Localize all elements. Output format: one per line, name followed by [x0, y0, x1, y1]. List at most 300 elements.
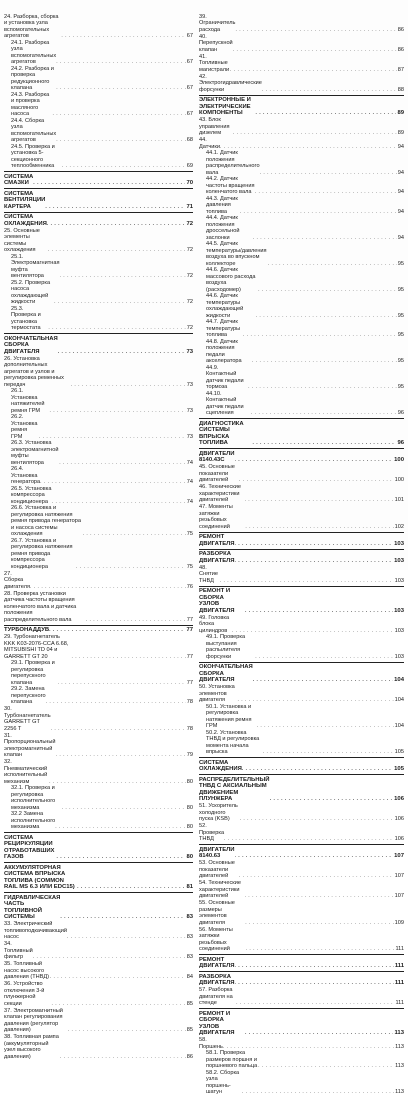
toc-section-heading	[4, 171, 193, 187]
toc-entry-title: 47. Моменты затяжки резьбовых соединений	[199, 504, 233, 530]
toc-page-number: 70	[186, 180, 193, 186]
toc-entry-title: 58.2. Сборка узла поршень-шатун	[206, 1069, 240, 1095]
toc-entry	[4, 538, 193, 571]
toc-page-number: 95	[397, 332, 404, 338]
toc-page-number: 72	[186, 325, 193, 331]
toc-entry	[199, 484, 404, 504]
toc-entry-title: 24.1. Разборка узла вспомогательных агрегатов	[11, 39, 57, 65]
toc-dot-leader	[48, 325, 185, 332]
toc-page-number: 105	[394, 766, 404, 772]
toc-section-heading	[199, 549, 404, 565]
toc-page-number: 103	[394, 607, 404, 614]
toc-entry	[199, 987, 404, 1007]
toc-page-number: 69	[186, 163, 193, 169]
toc-entry	[199, 196, 404, 216]
toc-entry	[4, 811, 193, 831]
toc-page-number: 96	[397, 440, 404, 446]
toc-entry-title: 48. Снятие ТНВД	[199, 564, 218, 584]
toc-entry	[199, 823, 404, 843]
toc-entry-title: 26.5. Установка компрессора кондиционера	[11, 485, 52, 505]
toc-page-number: 105	[394, 749, 404, 755]
toc-dot-leader	[56, 854, 185, 861]
toc-page-number: 94	[397, 208, 404, 215]
toc-entry-title: ОКОНЧАТЕЛЬНАЯ СБОРКА ДВИГАТЕЛЯ	[199, 664, 253, 683]
toc-dot-leader	[71, 654, 185, 661]
toc-page-number: 75	[186, 531, 193, 537]
toc-entry	[4, 440, 193, 466]
toc-entry-title: 26.6. Установка и регулировка натяжения ремня привода генератора и насоса системы охлаждения	[11, 505, 81, 537]
toc-page-number: 84	[186, 974, 193, 980]
toc-dot-leader	[232, 628, 394, 635]
toc-entry	[4, 686, 193, 706]
toc-dot-leader	[262, 87, 397, 94]
toc-entry-title: 44.7. Датчик температуры топлива	[206, 319, 241, 338]
toc-dot-leader	[56, 752, 186, 759]
toc-page-number: 94	[397, 143, 404, 150]
toc-dot-leader	[240, 816, 394, 823]
toc-entry-title: РЕМОНТ ДВИГАТЕЛЯ	[199, 956, 235, 969]
toc-dot-leader	[252, 358, 397, 365]
toc-entry-title: 24.3. Разборка и проверка масляного насоса	[11, 91, 50, 117]
toc-entry-title: СИСТЕМА ОХЛАЖДЕНИЯ	[199, 759, 242, 772]
toc-entry-title: 30. Турбонагнетатель GARRETT GT 2256 T	[4, 706, 51, 732]
toc-dot-leader	[56, 59, 186, 66]
toc-page-number: 89	[397, 110, 404, 116]
toc-page-number: 104	[394, 723, 404, 729]
toc-dot-leader	[45, 204, 185, 211]
toc-entry-title: 26.4. Установка генератора	[11, 466, 41, 485]
toc-dot-leader	[258, 1063, 394, 1070]
toc-section-heading	[199, 757, 404, 773]
toc-entry-title: 43. Блок управления дизелем	[199, 117, 230, 136]
toc-entry-title: ГИДРАВЛИЧЕСКАЯ ЧАСТЬ ТОПЛИВНОЙ СИСТЕМЫ	[4, 894, 61, 920]
toc-page-number: 95	[397, 260, 404, 267]
toc-dot-leader	[263, 749, 394, 756]
toc-entry-title: СИСТЕМА ВЕНТИЛЯЦИИ КАРТЕРА	[4, 190, 46, 210]
toc-dot-leader	[239, 477, 394, 484]
toc-page-number: 73	[186, 348, 193, 355]
toc-page-number: 72	[186, 247, 193, 253]
toc-dot-leader	[50, 974, 186, 981]
toc-page-number: 78	[186, 699, 193, 705]
toc-entry-title: ДВИГАТЕЛИ 8140.43С	[199, 450, 235, 463]
toc-entry-title: 32. Пневматический исполнительный механизм	[4, 759, 48, 785]
toc-entry-title: РЕМОНТ И СБОРКА УЗЛОВ ДВИГАТЕЛЯ	[199, 1010, 235, 1036]
toc-page-number: 103	[394, 577, 404, 584]
toc-entry	[199, 684, 404, 704]
toc-entry-title: 44.2. Датчик частоты вращения коленчатого вала	[206, 176, 255, 195]
toc-dot-leader	[49, 627, 185, 634]
toc-dot-leader	[248, 384, 397, 391]
toc-entry	[199, 241, 404, 267]
toc-dot-leader	[245, 497, 394, 504]
toc-page-number: 111	[395, 946, 404, 952]
toc-section-heading	[199, 1008, 404, 1037]
toc-entry-title: ТУРБОНАДДУВ	[4, 627, 50, 633]
toc-dot-leader	[256, 313, 397, 320]
toc-page-number: 67	[186, 111, 193, 117]
toc-entry-title: 34. Топливный фильтр	[4, 941, 33, 960]
toc-entry-title: 26.3. Установка электромагнитной муфты вентилятора	[11, 440, 59, 466]
toc-dot-leader	[49, 779, 186, 786]
toc-dot-leader	[58, 680, 186, 687]
toc-page-number: 85	[186, 1000, 193, 1007]
toc-section-heading	[4, 188, 193, 210]
toc-dot-leader	[230, 67, 397, 74]
toc-page-number: 96	[397, 410, 404, 416]
toc-dot-leader	[245, 893, 394, 900]
toc-entry	[199, 117, 404, 137]
toc-entry	[4, 591, 193, 624]
toc-page-number: 100	[394, 477, 404, 483]
toc-entry-title: 49. Головка блока цилиндров	[199, 614, 230, 634]
toc-entry-title: 50. Установка элементов двигателя	[199, 684, 235, 703]
toc-dot-leader	[40, 479, 186, 486]
toc-entry	[4, 92, 193, 118]
toc-page-number: 113	[395, 1089, 404, 1095]
toc-page-number: 77	[186, 653, 193, 660]
toc-entry-title: 33. Электрический топливоподкачивающий насос	[4, 921, 67, 940]
toc-section-heading	[199, 844, 404, 860]
toc-section-heading	[199, 774, 404, 803]
toc-entry	[4, 388, 193, 414]
toc-dot-leader	[71, 382, 186, 389]
toc-entry-title: ОКОНЧАТЕЛЬНАЯ СБОРКА ДВИГАТЕЛЯ	[4, 335, 58, 355]
toc-entry	[4, 706, 193, 732]
toc-entry	[4, 14, 193, 40]
toc-entry-title: РЕМОНТ И СБОРКА УЗЛОВ ДВИГАТЕЛЯ	[199, 588, 235, 614]
toc-page-number: 80	[186, 854, 193, 860]
toc-entry	[4, 1034, 193, 1060]
toc-section-heading	[199, 418, 404, 447]
toc-page-number: 72	[186, 299, 193, 305]
toc-dot-leader	[67, 934, 186, 941]
toc-dot-leader	[39, 434, 186, 441]
toc-dot-leader	[245, 524, 393, 531]
toc-entry-title: 50.2. Установка ТНВД и регулировка момента начала впрыска	[206, 729, 260, 755]
toc-entry	[199, 391, 404, 417]
toc-entry	[199, 74, 404, 94]
toc-entry	[199, 900, 404, 926]
toc-entry	[4, 505, 193, 538]
toc-entry	[199, 730, 404, 756]
toc-page-number: 73	[186, 407, 193, 414]
toc-dot-leader	[30, 584, 186, 591]
toc-dot-leader	[235, 457, 394, 464]
toc-page-number: 86	[397, 26, 404, 33]
toc-dot-leader	[77, 884, 185, 891]
toc-page-number: 87	[397, 66, 404, 73]
toc-page-number: 94	[397, 234, 404, 241]
toc-entry	[4, 785, 193, 811]
toc-dot-leader	[270, 796, 393, 803]
toc-dot-leader	[233, 47, 397, 54]
toc-section-heading	[199, 662, 404, 684]
toc-dot-leader	[245, 1030, 393, 1037]
toc-page-number: 76	[186, 583, 193, 590]
toc-entry-title: 36. Устройство отключения 3-й плунжерной секции	[4, 981, 45, 1007]
toc-entry	[4, 118, 193, 144]
toc-dot-leader	[76, 564, 186, 571]
toc-page-number: 73	[186, 433, 193, 440]
toc-entry-title: 44.8. Датчик положения педали акселератора	[206, 338, 242, 364]
toc-dot-leader	[235, 541, 394, 548]
toc-page-number: 111	[394, 980, 404, 986]
toc-dot-leader	[62, 805, 186, 812]
toc-page-number: 77	[186, 616, 193, 623]
toc-entry	[4, 66, 193, 92]
toc-entry-title: 25.1. Электромагнитная муфта вентилятора	[11, 253, 60, 279]
toc-page-number: 77	[186, 679, 193, 686]
toc-section-heading	[4, 212, 193, 228]
toc-entry-title: 44.4. Датчик положения дроссельной заслонки	[206, 215, 240, 241]
toc-entry	[4, 1008, 193, 1034]
toc-entry	[199, 634, 404, 660]
toc-entry	[199, 927, 404, 953]
toc-dot-leader	[255, 654, 393, 661]
toc-entry-title: 42. Электрогидравлические форсунки	[199, 73, 262, 93]
toc-column-right	[199, 13, 404, 1096]
toc-dot-leader	[253, 677, 393, 684]
toc-section-heading	[4, 862, 193, 891]
toc-page-number: 103	[394, 540, 404, 547]
toc-page-number: 107	[394, 853, 404, 859]
toc-entry	[4, 356, 193, 389]
toc-entry-title: 24.5. Проверка и установка 5-секционного теплообменника	[11, 143, 55, 169]
toc-entry	[199, 365, 404, 391]
toc-entry-title: 25.2. Проверка насоса охлаждающей жидкости	[11, 279, 51, 305]
toc-dot-leader	[235, 963, 394, 970]
toc-entry-title: 44.9. Контактный датчик педали тормоза	[206, 364, 244, 390]
toc-entry	[4, 634, 193, 660]
toc-entry	[4, 466, 193, 486]
toc-page-number: 74	[186, 459, 193, 466]
toc-entry	[4, 144, 193, 170]
toc-entry-title: 35. Топливный насос высокого давления (ТНВД)	[4, 961, 49, 980]
toc-dot-leader	[243, 332, 397, 339]
toc-entry-title: 39. Ограничитель расхода	[199, 13, 236, 33]
toc-entry	[4, 733, 193, 759]
toc-page-number: 85	[186, 1027, 193, 1033]
toc-page-number: 80	[186, 824, 193, 830]
toc-entry-title: 24.2. Разборка и проверка редукционного клапана	[11, 65, 54, 91]
toc-section-heading	[199, 971, 404, 987]
toc-section-heading	[4, 625, 193, 634]
toc-entry-title: 27. Сборка двигателя	[4, 570, 30, 590]
toc-section-heading	[4, 892, 193, 921]
toc-dot-leader	[55, 824, 186, 831]
toc-entry-title: СИСТЕМА РЕЦИРКУЛЯЦИИ ОТРАБОТАВШИХ ГАЗОВ	[4, 834, 55, 860]
toc-entry-title: 24. Разборка, сборка и установка узла вспомогательных агрегатов	[4, 13, 59, 39]
toc-entry-title: 26. Установка дополнительных агрегатов и узлов и регулировка ременных передач	[4, 355, 64, 388]
toc-dot-leader	[257, 723, 394, 730]
toc-dot-leader	[58, 349, 186, 356]
toc-entry	[199, 215, 404, 241]
toc-entry-title: СИСТЕМА СМАЗКИ	[4, 173, 34, 186]
toc-dot-leader	[242, 766, 393, 773]
toc-page-number: 103	[394, 557, 404, 564]
toc-entry	[199, 14, 404, 34]
toc-dot-leader	[253, 235, 397, 242]
toc-entry-title: 51. Ускоритель холодного пуска (KSB)	[199, 803, 238, 822]
toc-dot-leader	[268, 261, 397, 268]
toc-entry	[199, 803, 404, 823]
toc-dot-leader	[60, 1054, 186, 1061]
toc-dot-leader	[246, 946, 395, 953]
toc-entry-title: 46. Технические характеристики двигателей	[199, 484, 241, 503]
toc-entry-title: 54. Технические характеристики двигателей	[199, 880, 241, 899]
toc-page-number: 113	[395, 1063, 404, 1069]
toc-entry-title: 44.3. Датчик давления топлива	[206, 195, 238, 215]
toc-section-heading	[199, 954, 404, 970]
toc-entry	[199, 615, 404, 635]
toc-entry	[4, 571, 193, 591]
toc-page-number: 111	[394, 963, 404, 969]
toc-column-left	[4, 13, 193, 1060]
toc-entry	[199, 176, 404, 196]
toc-page-number: 71	[186, 203, 193, 210]
toc-entry-title: 38. Топливная рампа (аккумуляторный узел высокого давления)	[4, 1034, 59, 1060]
toc-entry	[199, 1037, 404, 1050]
toc-entry-title: ЭЛЕКТРОННЫЕ И ЭЛЕКТРИЧЕСКИЕ КОМПОНЕНТЫ	[199, 97, 251, 116]
toc-dot-leader	[255, 189, 397, 196]
toc-entry	[199, 34, 404, 54]
toc-dot-leader	[235, 853, 394, 860]
toc-dot-leader	[48, 247, 186, 254]
toc-entry	[199, 267, 404, 293]
toc-entry	[4, 228, 193, 254]
toc-dot-leader	[33, 180, 185, 187]
toc-entry-title: 52. Проверка ТНВД	[199, 823, 225, 842]
toc-entry	[199, 137, 404, 150]
toc-page-number: 106	[394, 836, 404, 842]
toc-entry	[199, 339, 404, 365]
toc-page-number: 113	[394, 1030, 404, 1036]
toc-section-heading	[4, 333, 193, 355]
toc-entry-title: 45. Основные показатели двигателей	[199, 464, 235, 483]
toc-entry-title: 29.2. Замена перепускного клапана	[11, 686, 46, 705]
toc-entry-title: 32.1. Проверка и регулировка исполнительного механизма	[11, 785, 56, 811]
toc-page-number: 109	[394, 919, 404, 926]
toc-page-number: 89	[397, 130, 404, 136]
toc-entry-title: РАЗБОРКА ДВИГАТЕЛЯ	[199, 551, 235, 564]
toc-entry-title: 58.1. Проверка размеров поршня и поршневого пальца	[206, 1050, 258, 1069]
toc-page-number: 94	[397, 169, 404, 176]
toc-entry-title: 44.6. Датчик температуры охлаждающей жидкости	[206, 293, 244, 319]
toc-entry	[4, 981, 193, 1007]
toc-section-heading	[199, 448, 404, 464]
toc-entry	[4, 40, 193, 66]
toc-entry-title: 29. Турбонагнетатель KKK K03-2076-CCA 6.68, MITSUBISHI TD 04 и GARRETT GT 20	[4, 634, 69, 660]
toc-dot-leader	[224, 836, 394, 843]
toc-section-heading	[4, 832, 193, 861]
toc-entry	[199, 860, 404, 880]
toc-entry	[199, 150, 404, 176]
toc-entry-title: 29.1. Проверка и регулировка перепускного клапана	[11, 660, 55, 686]
toc-page-number: 68	[186, 137, 193, 143]
toc-dot-leader	[60, 273, 186, 280]
toc-page-number: 107	[394, 893, 404, 899]
toc-page-number: 100	[394, 457, 404, 463]
toc-dot-leader	[56, 137, 186, 144]
toc-dot-leader	[258, 287, 397, 294]
toc-page-number: 111	[395, 1000, 404, 1006]
toc-page-number: 95	[397, 312, 404, 319]
toc-page-number: 95	[397, 358, 404, 364]
toc-page-number: 74	[186, 479, 193, 485]
toc-entry	[4, 306, 193, 332]
toc-dot-leader	[86, 617, 186, 624]
toc-entry	[4, 254, 193, 280]
toc-dot-leader	[52, 111, 185, 118]
toc-entry	[199, 565, 404, 585]
toc-dot-leader	[235, 558, 394, 565]
toc-entry-title: ДВИГАТЕЛИ 8140.63	[199, 846, 235, 859]
toc-dot-leader	[237, 697, 393, 704]
toc-entry-title: 44.1. Датчик положения распределительного вала	[206, 150, 260, 176]
toc-dot-leader	[83, 531, 186, 538]
toc-dot-leader	[61, 33, 185, 40]
toc-entry	[199, 504, 404, 530]
toc-entry-title: 57. Разборка двигателя на стенде	[199, 987, 233, 1006]
toc-entry-title: 25.3. Проверка и установка термостата	[11, 305, 41, 331]
toc-dot-leader	[252, 440, 396, 447]
toc-dot-leader	[60, 914, 185, 921]
toc-entry	[4, 941, 193, 961]
toc-page-number: 106	[394, 816, 404, 822]
toc-dot-leader	[56, 85, 186, 92]
toc-entry-title: 49.1. Проверка выступания распылителя форсунки	[206, 634, 246, 660]
toc-entry	[4, 486, 193, 506]
toc-page-number: 106	[394, 796, 404, 802]
toc-entry	[199, 319, 404, 339]
toc-page-number: 67	[186, 85, 193, 91]
toc-dot-leader	[245, 608, 393, 615]
toc-entry-title: 32.2 Замена исполнительного механизма	[11, 811, 56, 830]
toc-entry	[199, 293, 404, 319]
toc-dot-leader	[51, 1001, 185, 1008]
toc-page-number: 78	[186, 725, 193, 732]
toc-page-number: 107	[394, 873, 404, 879]
toc-page-number: 88	[397, 86, 404, 93]
toc-entry-title: 41. Топливные магистрали	[199, 53, 230, 73]
toc-page-number: 72	[186, 220, 193, 227]
toc-page-number: 113	[395, 1043, 404, 1050]
toc-entry	[199, 880, 404, 900]
toc-entry-title: 24.4. Сборка узла вспомогательных агрегатов	[11, 117, 57, 143]
toc-entry	[199, 464, 404, 484]
toc-page-number: 72	[186, 273, 193, 279]
toc-section-heading	[199, 95, 404, 117]
toc-page-number: 77	[186, 627, 193, 633]
toc-dot-leader	[255, 110, 396, 117]
toc-entry-title: РАЗБОРКА ДВИГАТЕЛЯ	[199, 973, 235, 986]
toc-entry	[4, 414, 193, 440]
toc-entry	[199, 1050, 404, 1070]
toc-dot-leader	[51, 726, 186, 733]
toc-page-number: 74	[186, 498, 193, 505]
toc-dot-leader	[235, 980, 394, 987]
toc-page-number: 103	[394, 627, 404, 634]
toc-page-number: 102	[394, 523, 404, 530]
toc-page-number: 75	[186, 563, 193, 570]
toc-page-number: 83	[186, 914, 193, 920]
toc-dot-leader	[251, 410, 397, 417]
toc-entry	[4, 660, 193, 686]
toc-section-heading	[199, 532, 404, 548]
toc-page-number: 83	[186, 954, 193, 960]
toc-dot-leader	[62, 163, 186, 170]
